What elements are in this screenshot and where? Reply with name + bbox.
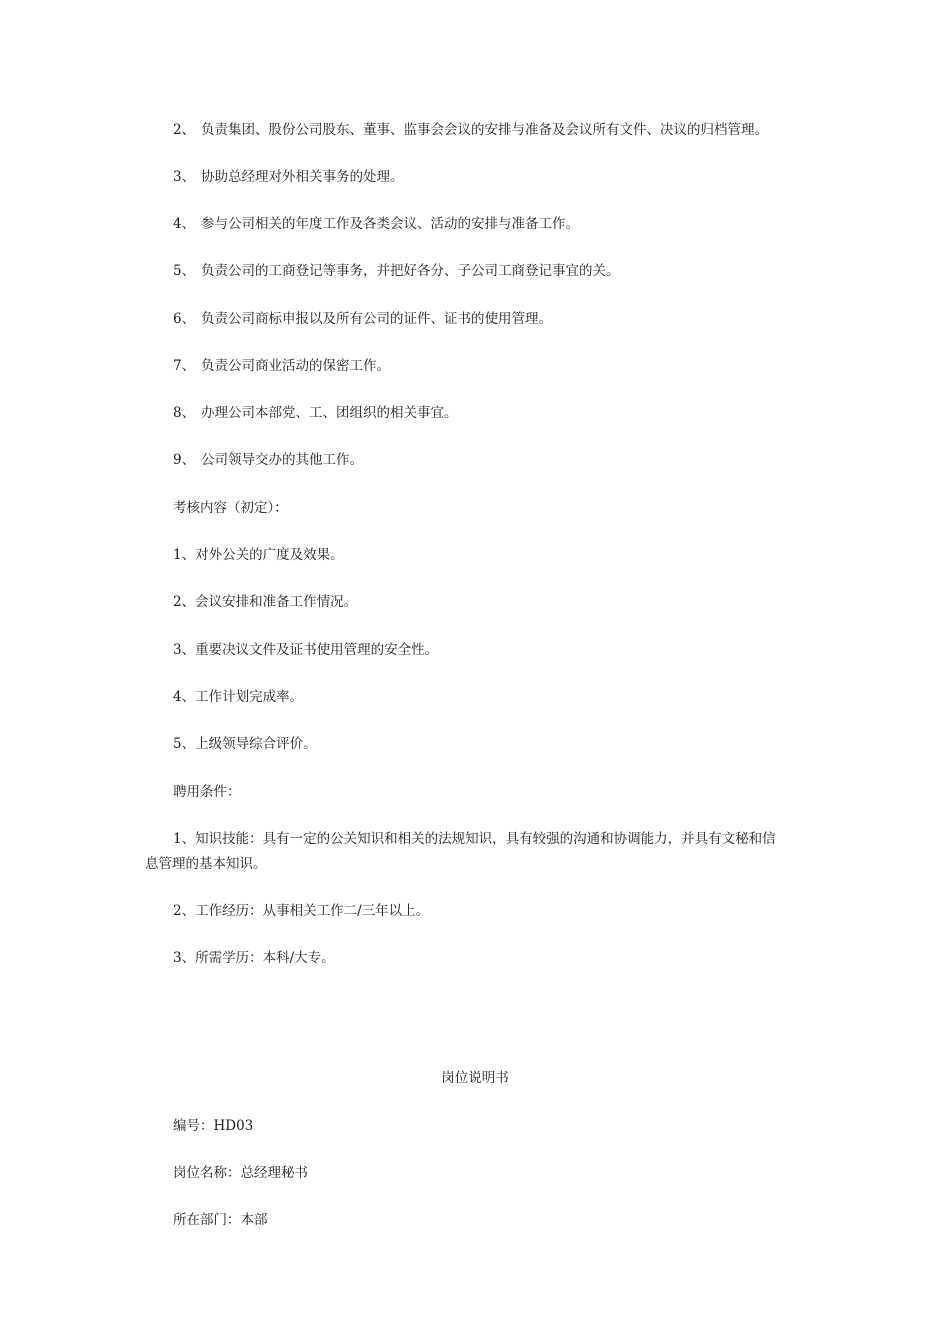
condition-item-1-line-2: 息管理的基本知识。	[145, 856, 267, 872]
duty-number: 6、	[173, 311, 196, 327]
duty-number: 2、	[173, 122, 196, 138]
duty-number: 4、	[173, 216, 196, 232]
duty-text: 负责公司商业活动的保密工作。	[201, 358, 390, 374]
duty-number: 8、	[173, 405, 196, 421]
duty-text: 参与公司相关的年度工作及各类会议、活动的安排与准备工作。	[201, 216, 579, 232]
duty-number: 7、	[173, 358, 196, 374]
duty-item	[173, 357, 390, 375]
duty-item	[173, 215, 579, 233]
duty-item	[173, 262, 620, 280]
assessment-item: 3、重要决议文件及证书使用管理的安全性。	[173, 642, 439, 658]
assessment-item: 5、上级领导综合评价。	[173, 736, 317, 752]
assessment-item: 1、对外公关的广度及效果。	[173, 547, 344, 563]
duty-text: 协助总经理对外相关事务的处理。	[201, 169, 404, 185]
condition-item-1-line-1: 1、知识技能：具有一定的公关知识和相关的法规知识，具有较强的沟通和协调能力，并具有文秘和信	[173, 831, 776, 847]
job-spec-title: 岗位说明书	[441, 1070, 509, 1086]
duty-number: 9、	[173, 452, 196, 468]
duty-item	[173, 404, 458, 422]
duty-text: 负责公司的工商登记等事务，并把好各分、子公司工商登记事宜的关。	[201, 263, 620, 279]
duty-number: 3、	[173, 169, 196, 185]
conditions-heading: 聘用条件：	[173, 784, 241, 800]
duty-item	[173, 451, 363, 469]
duty-text: 办理公司本部党、工、团组织的相关事宜。	[201, 405, 458, 421]
assessment-item: 2、会议安排和准备工作情况。	[173, 594, 358, 610]
duty-item	[173, 168, 404, 186]
job-spec-position: 岗位名称：总经理秘书	[173, 1165, 308, 1181]
duty-text: 负责公司商标申报以及所有公司的证件、证书的使用管理。	[201, 311, 552, 327]
duty-item	[173, 121, 768, 139]
job-spec-number: 编号：HD03	[173, 1118, 254, 1134]
assessment-item: 4、工作计划完成率。	[173, 689, 304, 705]
condition-item-2: 2、工作经历：从事相关工作二/三年以上。	[173, 903, 430, 919]
duty-text: 公司领导交办的其他工作。	[201, 452, 363, 468]
duty-number: 5、	[173, 263, 196, 279]
duty-text: 负责集团、股份公司股东、董事、监事会会议的安排与准备及会议所有文件、决议的归档管理。	[201, 122, 768, 138]
condition-item-3: 3、所需学历：本科/大专。	[173, 950, 335, 966]
assessment-heading: 考核内容（初定）：	[173, 500, 288, 516]
duty-item	[173, 310, 552, 328]
job-spec-department: 所在部门：本部	[173, 1212, 268, 1228]
